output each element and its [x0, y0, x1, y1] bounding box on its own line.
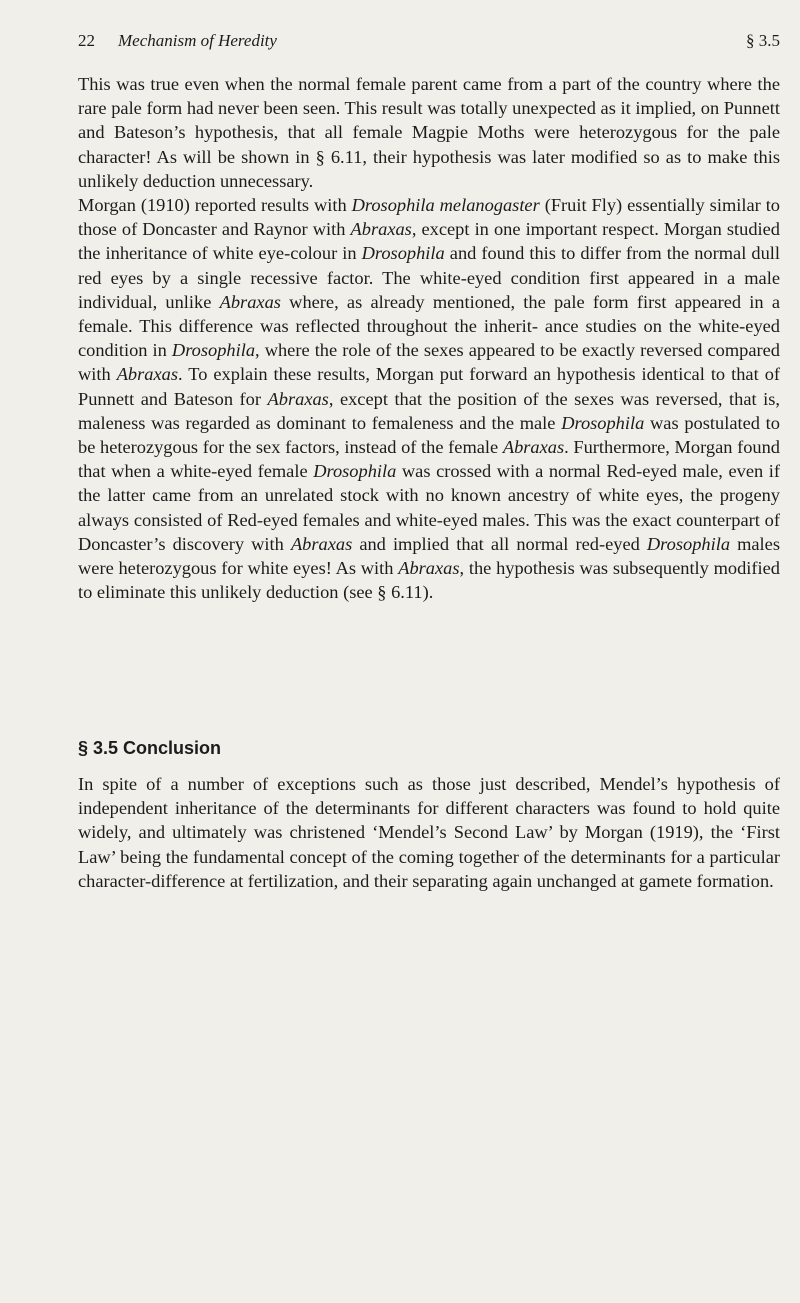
paragraph-2: Morgan (1910) reported results with Drosophila melanogaster (Fruit Fly) essentially similar to those of Doncaster and Raynor with Abraxas, except in one important respect. Morgan studied the inheritance of white eye-colour in Drosophila and found this to differ from the normal dull red eyes by a single recessive factor. The white-eyed condition first appeared in a male individual, unlike Abraxas where, as already mentioned, the pale form first appeared in a female. This difference was reflected throughout the inherit- ance studies on the white-eyed condition in Drosophila, where the role of the sexes appeared to be exactly reversed compared with Abraxas. To explain these results, Morgan put forward an hypothesis identical to that of Punnett and Bateson for Abraxas, except that the position of the sexes was reversed, that is, maleness was regarded as dominant to femaleness and the male Drosophila was postulated to be heterozygous for the sex factors, instead of the female Abraxas. Furthermore, Morgan found that when a white-eyed female Drosophila was crossed with a normal Red-eyed male, even if the latter came from an unrelated stock with no known ancestry of white eyes, the progeny always consisted of Red-eyed females and white-eyed males. This was the exact counterpart of Doncaster’s discovery with Abraxas and implied that all normal red-eyed Drosophila males were heterozygous for white eyes! As with Abraxas, the hypothesis was subsequently modified to eliminate this unlikely deduction (see § 6.11). [78, 195, 781, 603]
paragraph-1: This was true even when the normal female parent came from a part of the country where the rare pale form had never been seen. This result was totally unexpected as it implied, on Punnett and Bateson’s hypothesis, that all female Magpie Moths were heterozygous for the pale character! As will be shown in § 6.11, their hypothesis was later modified so as to make this unlikely deduction unnecessary. [78, 74, 780, 191]
species-name: Abraxas [502, 437, 565, 458]
species-name: Drosophila [646, 533, 731, 554]
species-name: Drosophila melanogaster [351, 195, 540, 216]
species-name: Drosophila [313, 461, 397, 482]
species-name: Abraxas [350, 219, 412, 240]
running-head [78, 28, 780, 54]
species-name: Abraxas [290, 533, 353, 554]
section-heading: § 3.5 Conclusion [78, 738, 222, 758]
species-name: Abraxas [116, 364, 178, 385]
section-reference: § 3.5 [746, 31, 780, 50]
running-title: Mechanism of Heredity [118, 31, 277, 50]
species-name: Drosophila [171, 340, 256, 361]
species-name: Abraxas [267, 388, 329, 409]
paragraph-3: In spite of a number of exceptions such as those just described, Mendel’s hypothesis of independent inheritance of the determinants for different characters was found to hold quite widely, and ultimately was christened ‘Mendel’s Second Law’ by Morgan (1919), the ‘First Law’ being the fundamental concept of the coming together of the determinants for a particular character-difference at fertilization, and their separating again unchanged at gamete formation. [78, 774, 780, 891]
conclusion-text [78, 772, 780, 893]
species-name: Drosophila [361, 243, 445, 264]
species-name: Abraxas [398, 558, 460, 579]
page-number: 22 [78, 31, 95, 50]
species-name: Abraxas [219, 291, 281, 312]
body-text [78, 72, 780, 604]
species-name: Drosophila [561, 412, 645, 433]
